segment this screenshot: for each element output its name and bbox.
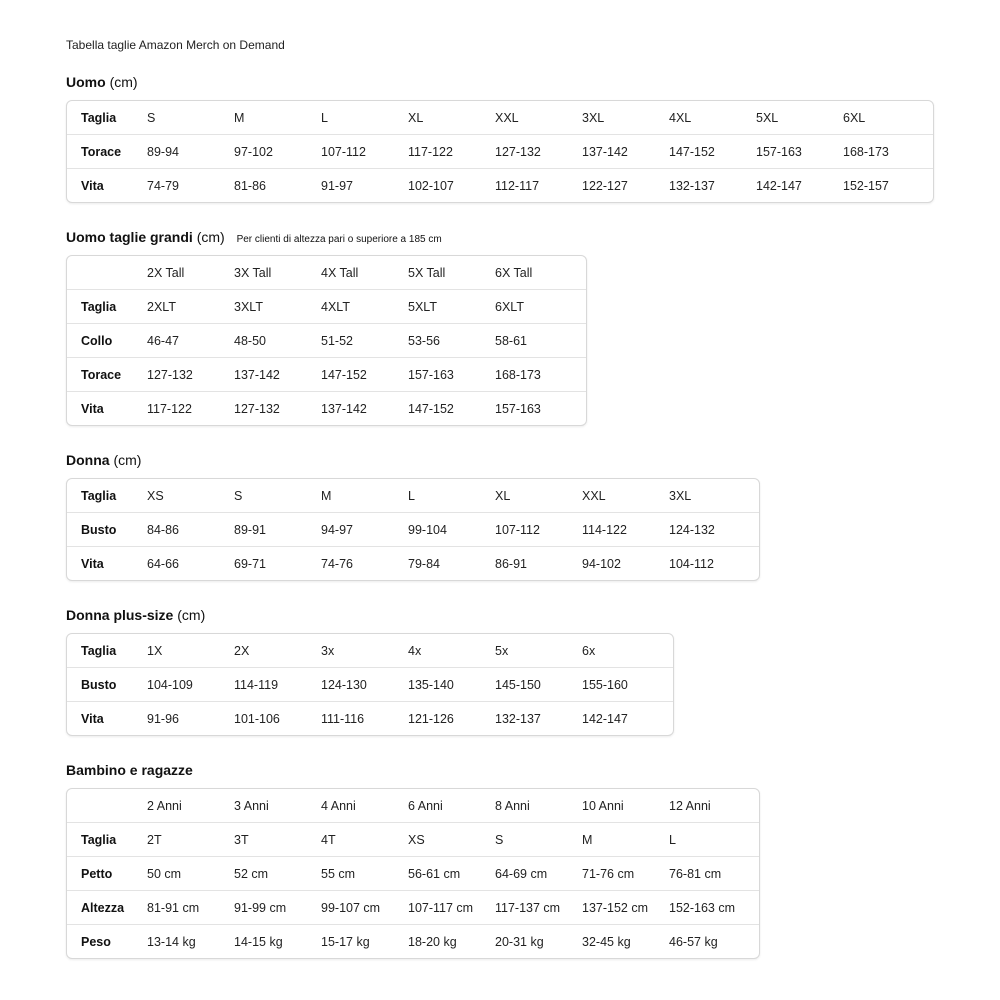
column-header: L [408, 488, 415, 503]
table-row [67, 324, 586, 358]
section-unit: (cm) [196, 229, 225, 245]
table-cell: 89-94 [147, 144, 179, 159]
table-cell: 91-99 cm [234, 900, 287, 915]
table-cell: 104-109 [147, 677, 193, 692]
table-cell: 102-107 [408, 178, 454, 193]
table-header-row [67, 789, 759, 823]
section-title [66, 450, 760, 470]
table-cell: 99-104 [408, 522, 447, 537]
table-cell: 117-122 [147, 401, 192, 416]
section-bambino-e-ragazze [66, 760, 760, 959]
table-cell: 127-132 [147, 367, 193, 382]
table-row [67, 169, 933, 202]
table-cell: 32-45 kg [582, 934, 631, 949]
section-donna [66, 450, 760, 581]
table-cell: 91-97 [321, 178, 353, 193]
table-cell: S [495, 832, 504, 847]
table-row [67, 891, 759, 925]
column-header: 6 Anni [408, 798, 443, 813]
table-cell: 64-69 cm [495, 866, 548, 881]
table-cell: 94-102 [582, 556, 621, 571]
table-cell: 147-152 [321, 367, 367, 382]
table-cell: 122-127 [582, 178, 628, 193]
table-row [67, 823, 759, 857]
table-row [67, 290, 586, 324]
table-cell: 135-140 [408, 677, 454, 692]
table-cell: 51-52 [321, 333, 353, 348]
section-title [66, 605, 674, 625]
table-row [67, 857, 759, 891]
table-cell: 157-163 [495, 401, 541, 416]
column-header: 3 Anni [234, 798, 269, 813]
table-cell: 89-91 [234, 522, 266, 537]
table-row [67, 135, 933, 169]
table-cell: 55 cm [321, 866, 356, 881]
table-cell: 14-15 kg [234, 934, 283, 949]
table-cell: 147-152 [408, 401, 454, 416]
column-header: 3x [321, 643, 335, 658]
column-header: M [321, 488, 332, 503]
table-cell: 79-84 [408, 556, 440, 571]
size-table-uomo [66, 100, 934, 203]
table-cell: 142-147 [582, 711, 628, 726]
table-cell: 50 cm [147, 866, 182, 881]
column-header: 4X Tall [321, 265, 359, 280]
column-header: 2X [234, 643, 250, 658]
table-cell: 117-137 cm [495, 900, 561, 915]
table-cell: 15-17 kg [321, 934, 370, 949]
section-uomo-taglie-grandi [66, 227, 587, 426]
column-header: L [321, 110, 328, 125]
table-cell: 168-173 [495, 367, 541, 382]
row-label: Vita [81, 556, 104, 571]
column-header: 4 Anni [321, 798, 356, 813]
table-row [67, 668, 673, 702]
table-header-row [67, 101, 933, 135]
table-cell: 81-86 [234, 178, 266, 193]
table-row [67, 547, 759, 580]
section-donna-plus-size [66, 605, 674, 736]
column-header: XS [147, 488, 164, 503]
column-header: S [147, 110, 156, 125]
table-cell: 117-122 [408, 144, 453, 159]
table-header-row [67, 634, 673, 668]
section-unit: (cm) [109, 74, 138, 90]
table-cell: 46-47 [147, 333, 179, 348]
row-label: Busto [81, 677, 117, 692]
row-label: Busto [81, 522, 117, 537]
table-cell: 74-79 [147, 178, 179, 193]
row-label: Taglia [81, 488, 117, 503]
section-title [66, 760, 760, 780]
table-row [67, 392, 586, 425]
table-cell: 155-160 [582, 677, 628, 692]
column-header: 2X Tall [147, 265, 185, 280]
row-label: Vita [81, 711, 104, 726]
table-cell: 124-132 [669, 522, 715, 537]
table-cell: 104-112 [669, 556, 714, 571]
row-label: Peso [81, 934, 111, 949]
table-cell: 64-66 [147, 556, 179, 571]
section-title-text: Donna [66, 452, 110, 468]
column-header: 12 Anni [669, 798, 711, 813]
table-cell: 74-76 [321, 556, 353, 571]
table-cell: 18-20 kg [408, 934, 457, 949]
row-label: Taglia [81, 832, 117, 847]
table-cell: 5XLT [408, 299, 437, 314]
section-title-text: Uomo taglie grandi [66, 229, 193, 245]
table-cell: 6XLT [495, 299, 524, 314]
row-label: Petto [81, 866, 113, 881]
table-row [67, 358, 586, 392]
table-cell: 97-102 [234, 144, 273, 159]
table-cell: 145-150 [495, 677, 541, 692]
table-cell: 71-76 cm [582, 866, 635, 881]
table-cell: 152-157 [843, 178, 889, 193]
table-cell: 53-56 [408, 333, 440, 348]
row-label: Vita [81, 401, 104, 416]
row-label: Taglia [81, 110, 117, 125]
table-cell: 56-61 cm [408, 866, 461, 881]
column-header: 4XL [669, 110, 692, 125]
table-cell: 3T [234, 832, 249, 847]
table-cell: 114-122 [582, 522, 627, 537]
row-label: Taglia [81, 299, 117, 314]
column-header: 1X [147, 643, 163, 658]
column-header: 10 Anni [582, 798, 624, 813]
table-cell: M [582, 832, 593, 847]
column-header: 6x [582, 643, 596, 658]
table-cell: 3XLT [234, 299, 263, 314]
table-cell: 52 cm [234, 866, 269, 881]
table-cell: 142-147 [756, 178, 802, 193]
table-cell: 107-112 [495, 522, 540, 537]
table-cell: 157-163 [756, 144, 802, 159]
table-cell: 91-96 [147, 711, 179, 726]
column-header: XL [495, 488, 511, 503]
column-header: XL [408, 110, 424, 125]
table-cell: 2T [147, 832, 162, 847]
table-cell: 20-31 kg [495, 934, 544, 949]
table-cell: 4XLT [321, 299, 350, 314]
table-cell: 2XLT [147, 299, 176, 314]
column-header: 5XL [756, 110, 779, 125]
table-cell: 152-163 cm [669, 900, 736, 915]
column-header: 6XL [843, 110, 866, 125]
row-label: Altezza [81, 900, 125, 915]
table-cell: 86-91 [495, 556, 527, 571]
row-label: Collo [81, 333, 113, 348]
table-cell: 4T [321, 832, 336, 847]
section-title-text: Bambino e ragazze [66, 762, 193, 778]
table-row [67, 702, 673, 735]
size-table-uomo-grandi [66, 255, 587, 426]
table-header-row [67, 479, 759, 513]
row-label: Torace [81, 144, 122, 159]
row-label: Taglia [81, 643, 117, 658]
column-header: XXL [495, 110, 519, 125]
size-table-bambino [66, 788, 760, 959]
table-cell: 137-142 [234, 367, 280, 382]
table-cell: 132-137 [495, 711, 541, 726]
row-label: Vita [81, 178, 104, 193]
table-cell: 124-130 [321, 677, 367, 692]
table-cell: 137-152 cm [582, 900, 649, 915]
table-cell: 127-132 [234, 401, 280, 416]
section-unit: (cm) [113, 452, 142, 468]
column-header: 3XL [669, 488, 692, 503]
table-cell: 46-57 kg [669, 934, 718, 949]
table-cell: 94-97 [321, 522, 353, 537]
table-cell: 112-117 [495, 178, 540, 193]
section-title [66, 227, 587, 247]
table-cell: 132-137 [669, 178, 715, 193]
table-row [67, 925, 759, 958]
table-cell: 137-142 [582, 144, 628, 159]
column-header: 8 Anni [495, 798, 530, 813]
table-cell: 127-132 [495, 144, 541, 159]
section-note: Per clienti di altezza pari o superiore a 185 cm [236, 234, 442, 245]
section-title-text: Donna plus-size [66, 607, 174, 623]
table-cell: 168-173 [843, 144, 889, 159]
table-cell: 76-81 cm [669, 866, 722, 881]
column-header: S [234, 488, 243, 503]
row-label: Torace [81, 367, 122, 382]
section-title [66, 72, 934, 92]
size-table-donna [66, 478, 760, 581]
column-header: 3X Tall [234, 265, 272, 280]
column-header: XXL [582, 488, 606, 503]
table-cell: 81-91 cm [147, 900, 200, 915]
section-uomo [66, 72, 934, 203]
section-unit: (cm) [177, 607, 206, 623]
table-cell: 157-163 [408, 367, 454, 382]
column-header: 3XL [582, 110, 605, 125]
column-header: 5X Tall [408, 265, 446, 280]
table-cell: 48-50 [234, 333, 266, 348]
table-cell: 114-119 [234, 677, 279, 692]
size-table-donna-plus [66, 633, 674, 736]
table-cell: 111-116 [321, 711, 365, 726]
table-cell: 58-61 [495, 333, 527, 348]
table-row [67, 513, 759, 547]
page-title: Tabella taglie Amazon Merch on Demand [66, 38, 285, 52]
table-cell: XS [408, 832, 425, 847]
table-cell: 99-107 cm [321, 900, 381, 915]
column-header: 5x [495, 643, 509, 658]
table-header-row [67, 256, 586, 290]
table-cell: 13-14 kg [147, 934, 196, 949]
column-header: 6X Tall [495, 265, 533, 280]
column-header: M [234, 110, 245, 125]
table-cell: L [669, 832, 676, 847]
table-cell: 147-152 [669, 144, 715, 159]
table-cell: 137-142 [321, 401, 367, 416]
table-cell: 107-112 [321, 144, 366, 159]
section-title-text: Uomo [66, 74, 106, 90]
table-cell: 101-106 [234, 711, 280, 726]
table-cell: 107-117 cm [408, 900, 474, 915]
table-cell: 69-71 [234, 556, 266, 571]
table-cell: 84-86 [147, 522, 179, 537]
table-cell: 121-126 [408, 711, 454, 726]
column-header: 2 Anni [147, 798, 182, 813]
column-header: 4x [408, 643, 422, 658]
